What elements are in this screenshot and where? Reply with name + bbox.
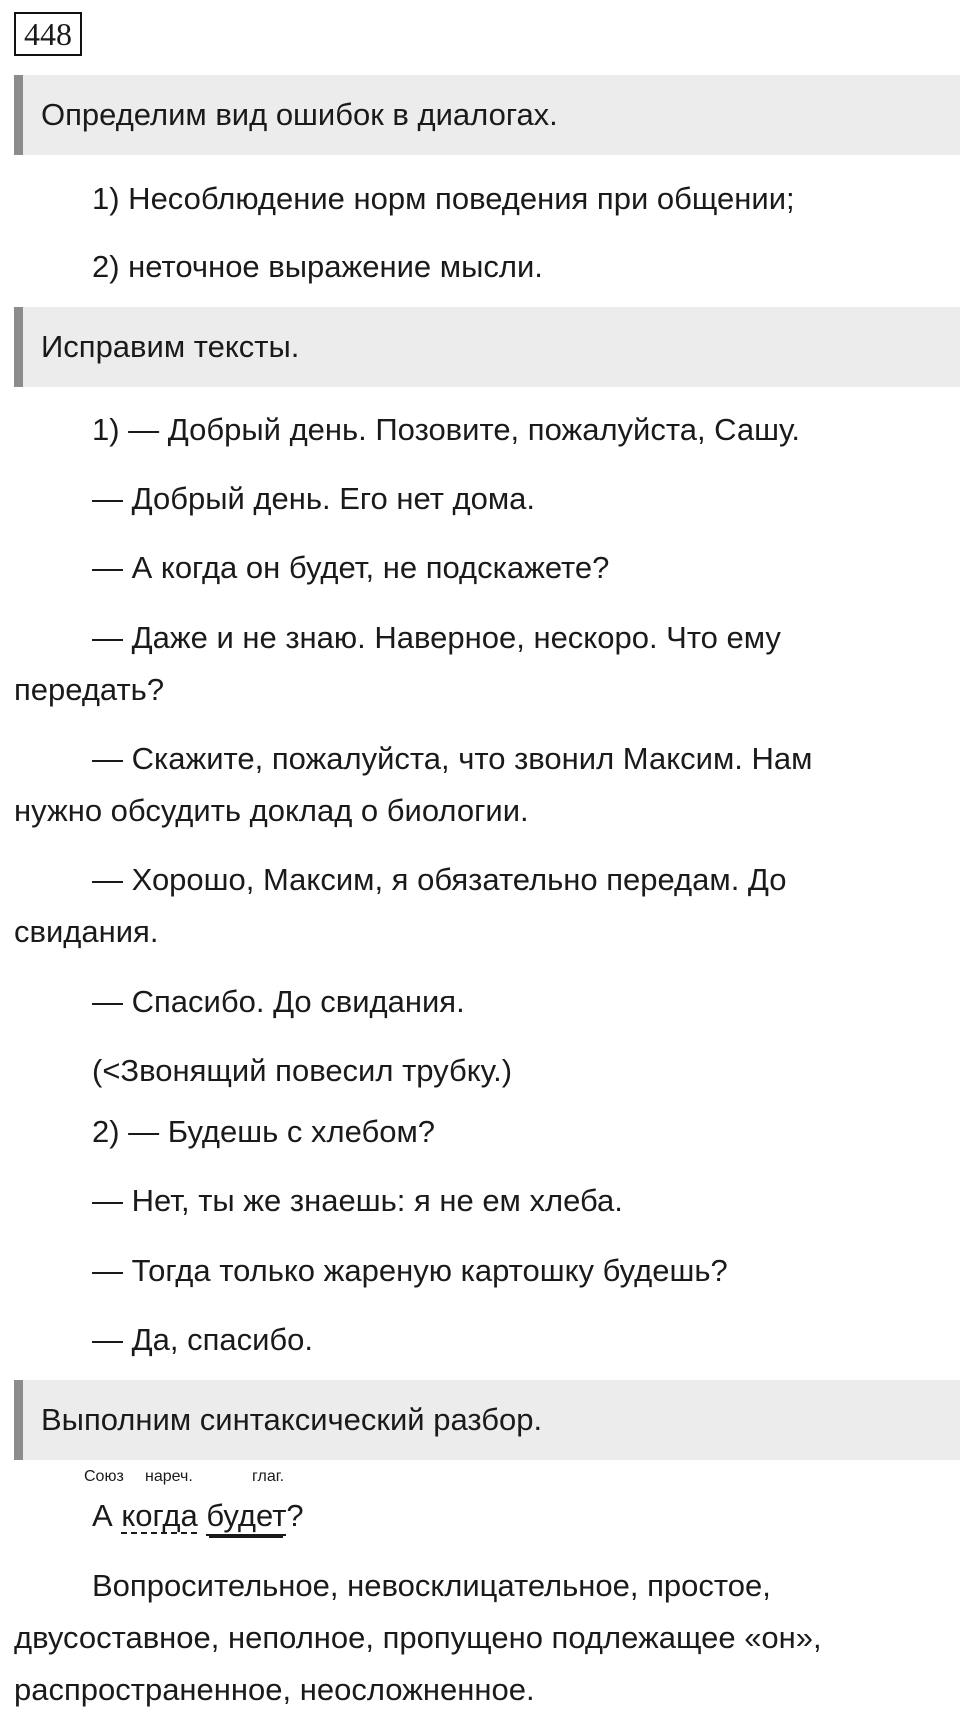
text-line: — А когда он будет, не подскажете? xyxy=(92,550,610,585)
text-line: — Хорошо, Максим, я обязательно передам. До xyxy=(92,862,787,897)
text-line: нужно обсудить доклад о биологии. xyxy=(14,793,529,828)
heading-text: Определим вид ошибок в диалогах. xyxy=(41,97,558,132)
text-line: — Да, спасибо. xyxy=(92,1322,314,1357)
annotation-conjunction: Союз xyxy=(84,1468,124,1485)
analysis-line: распространенное, неосложненное. xyxy=(14,1672,535,1707)
text-line: 1) Несоблюдение норм поведения при общении; xyxy=(92,181,795,216)
text-line: передать? xyxy=(14,672,165,707)
text-line: 2) — Будешь с хлебом? xyxy=(92,1114,436,1149)
text-line: — Тогда только жареную картошку будешь? xyxy=(92,1253,728,1288)
text-line: 2) неточное выражение мысли. xyxy=(92,249,543,284)
sentence-word-adverb: когда xyxy=(121,1498,198,1533)
text-line: свидания. xyxy=(14,914,159,949)
analysis-line: двусоставное, неполное, пропущено подлежащее «он», xyxy=(14,1620,822,1655)
analysis-line: Вопросительное, невосклицательное, простое, xyxy=(92,1568,771,1603)
annotation-adverb: нареч. xyxy=(145,1468,193,1485)
annotation-verb: глаг. xyxy=(252,1468,285,1485)
sentence-word-predicate: будет xyxy=(206,1498,286,1536)
text-line: — Добрый день. Его нет дома. xyxy=(92,481,536,516)
heading-text: Исправим тексты. xyxy=(41,329,300,364)
text-line: — Скажите, пожалуйста, что звонил Максим. Нам xyxy=(92,741,813,776)
exercise-number: 448 xyxy=(14,12,82,56)
text-line: — Спасибо. До свидания. xyxy=(92,984,465,1019)
sentence-word-conjunction: А xyxy=(92,1498,113,1533)
heading-text: Выполним синтаксический разбор. xyxy=(41,1402,543,1437)
parsed-sentence xyxy=(92,1495,304,1537)
text-line: — Нет, ты же знаешь: я не ем хлеба. xyxy=(92,1183,623,1218)
text-line: — Даже и не знаю. Наверное, нескоро. Что ему xyxy=(92,620,781,655)
section-heading-corrected xyxy=(14,307,960,387)
text-line: 1) — Добрый день. Позовите, пожалуйста, Сашу. xyxy=(92,412,801,447)
section-heading-syntax xyxy=(14,1380,960,1460)
sentence-end-mark: ? xyxy=(286,1498,304,1533)
section-heading-errors xyxy=(14,75,960,155)
text-line: (<Звонящий повесил трубку.) xyxy=(92,1053,513,1088)
